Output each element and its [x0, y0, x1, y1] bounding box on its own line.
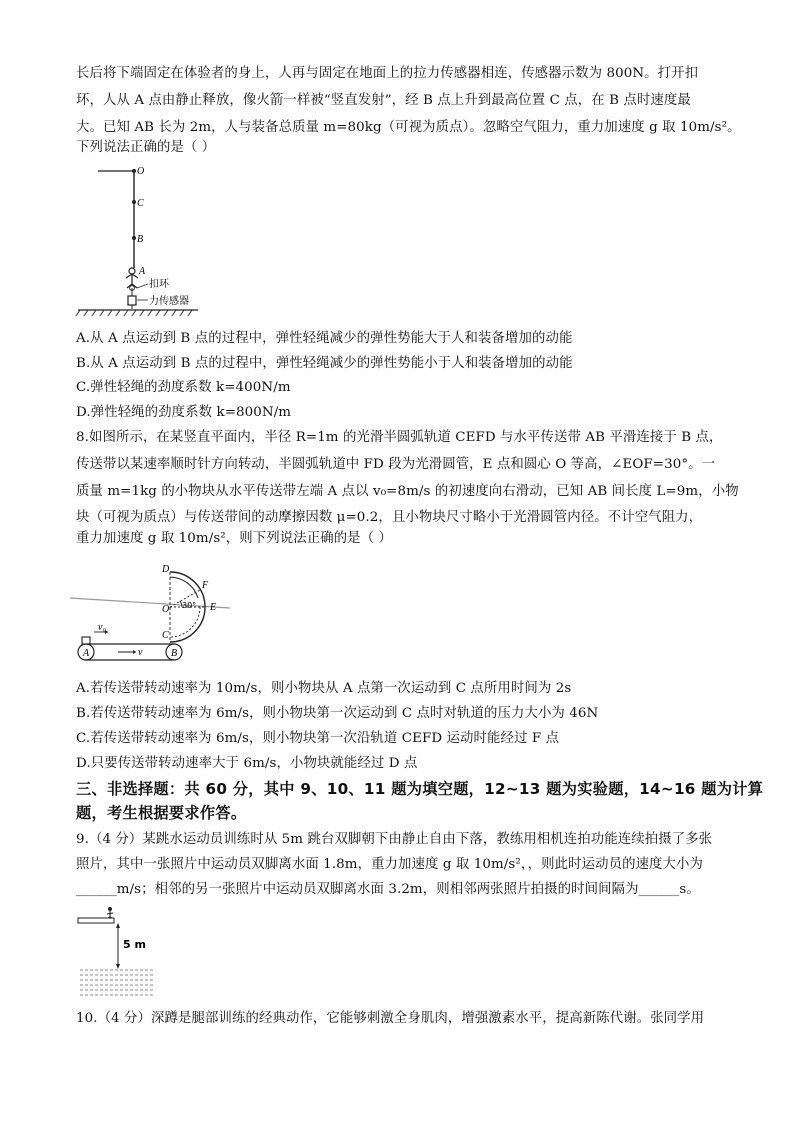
q8-option-a: A.若传送带转动速率为 10m/s，则小物块从 A 点第一次运动到 C 点所用时间为 2s: [76, 681, 572, 696]
q8-label-v0: v₀: [98, 622, 106, 633]
q7-figure-bungee: [74, 160, 214, 324]
q9-label-height: 5 m: [123, 938, 146, 951]
q7-line-2: 环，人从 A 点由静止释放，像火箭一样被“竖直发射”，经 B 点上升到最高位置 C 点，在 B 点时速度最: [76, 93, 691, 108]
section-3-heading-line-2: 题，考生根据要求作答。: [76, 804, 247, 822]
q8-option-b: B.若传送带转动速率为 6m/s，则小物块第一次运动到 C 点时对轨道的压力大小为 46N: [76, 706, 599, 721]
q7-option-d: D.弹性轻绳的劲度系数 k=800N/m: [76, 405, 292, 420]
q7-label-ring: 扣环: [149, 279, 169, 290]
q9-line-3: ______m/s；相邻的另一张照片中运动员双脚离水面 3.2m，则相邻两张照片拍摄的时间间隔为______s。: [76, 882, 700, 897]
q9-line-1: 9.（4 分）某跳水运动员训练时从 5m 跳台双脚朝下由静止自由下落，教练用相机连拍功能连续拍摄了多张: [76, 832, 713, 847]
q7-line-4: 下列说法正确的是（ ）: [76, 140, 216, 155]
q8-label-F: F: [202, 580, 209, 591]
q7-label-A: A: [139, 266, 146, 277]
q9-figure-diving: [74, 904, 164, 1000]
q8-line-5: 重力加速度 g 取 10m/s²，则下列说法正确的是（ ）: [76, 531, 393, 546]
q7-label-C: C: [137, 198, 144, 209]
q8-label-angle: 30°: [182, 601, 197, 610]
q8-label-D: D: [162, 564, 170, 575]
q8-label-B: B: [171, 648, 178, 659]
q8-figure-track: [70, 560, 240, 670]
q7-line-3: 大。已知 AB 长为 2m，人与装备总质量 m=80kg（可视为质点）。忽略空气阻力，重力加速度 g 取 10m/s²。: [76, 120, 741, 135]
q7-label-B: B: [137, 234, 144, 245]
q8-label-v: v: [138, 647, 143, 658]
q9-line-2: 照片，其中一张照片中运动员双脚离水面 1.8m，重力加速度 g 取 10m/s²，，则此时运动员的速度大小为: [76, 857, 704, 872]
q8-label-C: C: [162, 630, 169, 641]
q8-label-E: E: [210, 602, 217, 613]
q8-line-4: 块（可视为质点）与传送带间的动摩擦因数 μ=0.2，且小物块尺寸略小于光滑圆管内径。不计空气阻力，: [76, 510, 703, 525]
q8-line-2: 传送带以某速率顺时针方向转动，半圆弧轨道中 FD 段为光滑圆管，E 点和圆心 O 等高，∠EOF=30°。一: [76, 457, 716, 472]
q8-option-d: D.只要传送带转动速率大于 6m/s，小物块就能经过 D 点: [76, 756, 418, 771]
q10-line-1: 10.（4 分）深蹲是腿部训练的经典动作，它能够刺激全身肌肉，增强激素水平，提高新陈代谢。张同学用: [76, 1011, 705, 1026]
q8-label-A: A: [83, 648, 90, 659]
q7-line-1: 长后将下端固定在体验者的身上，人再与固定在地面上的拉力传感器相连，传感器示数为 800N。打开扣: [76, 66, 699, 81]
q7-option-c: C.弹性轻绳的劲度系数 k=400N/m: [76, 380, 291, 395]
q7-option-a: A.从 A 点运动到 B 点的过程中，弹性轻绳减少的弹性势能大于人和装备增加的动能: [76, 331, 573, 346]
section-3-heading-line-1: 三、非选择题：共 60 分，其中 9、10、11 题为填空题，12~13 题为实验题，14~16 题为计算: [76, 780, 764, 798]
q7-option-b: B.从 A 点运动到 B 点的过程中，弹性轻绳减少的弹性势能小于人和装备增加的动能: [76, 356, 573, 371]
q8-label-O: O: [162, 604, 170, 615]
q7-label-O: O: [137, 166, 145, 177]
q8-option-c: C.若传送带转动速率为 6m/s，则小物块第一次沿轨道 CEFD 运动时能经过 F 点: [76, 731, 560, 746]
q7-label-sensor: 力传感器: [149, 296, 189, 307]
q8-line-3: 质量 m=1kg 的小物块从水平传送带左端 A 点以 v₀=8m/s 的初速度向右滑动，已知 AB 间长度 L=9m，小物: [76, 484, 739, 499]
q8-line-1: 8.如图所示，在某竖直平面内，半径 R=1m 的光滑半圆弧轨道 CEFD 与水平传送带 AB 平滑连接于 B 点，: [76, 430, 723, 445]
